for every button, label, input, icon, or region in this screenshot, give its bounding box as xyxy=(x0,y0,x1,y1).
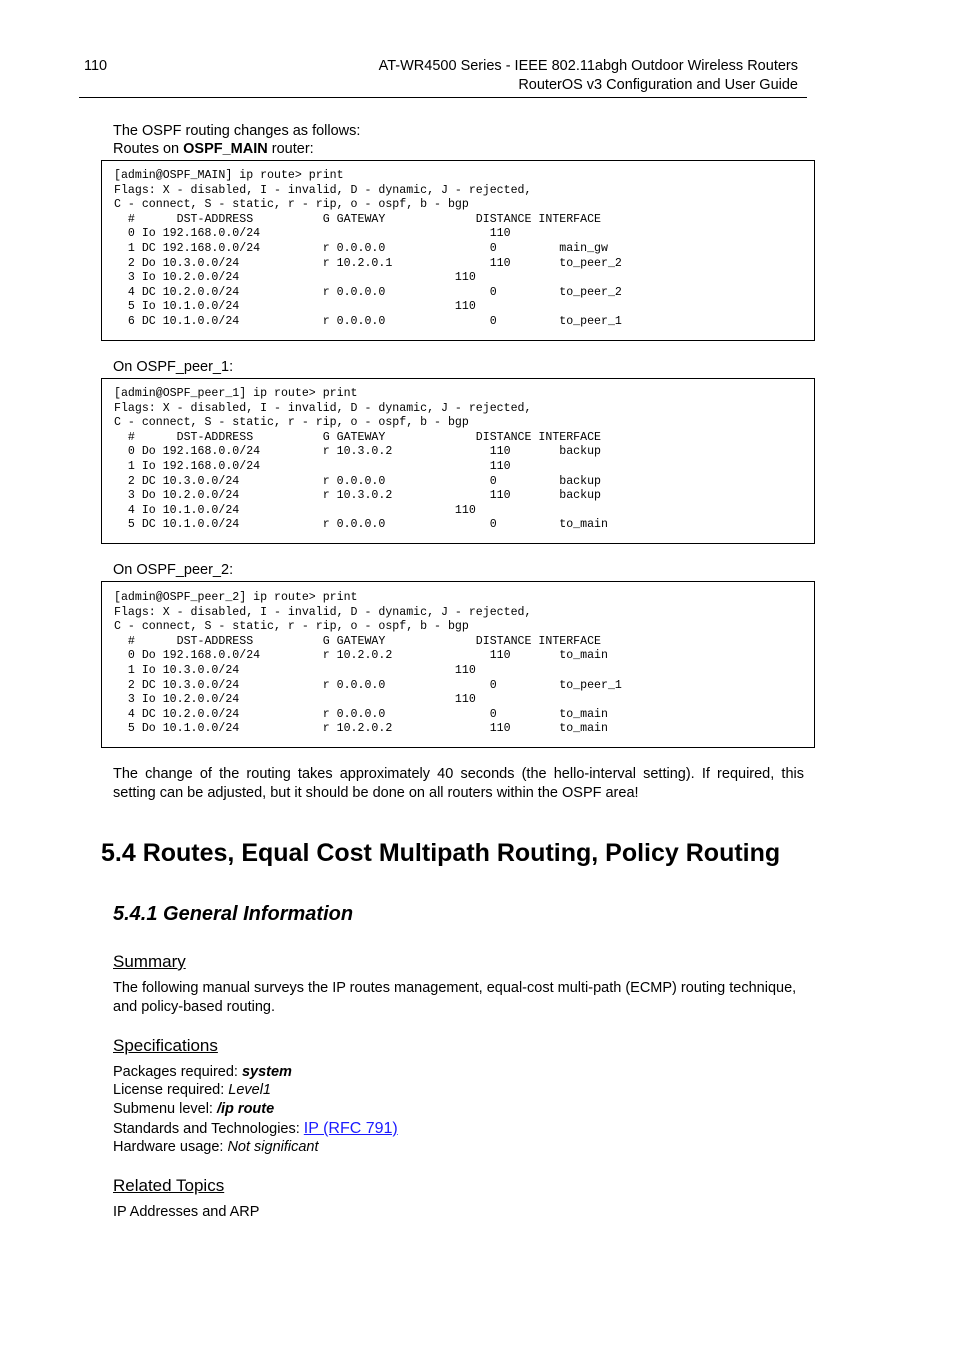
code-line: 0 Do 192.168.0.0/24 r 10.2.0.2 110 to_main xyxy=(114,649,608,663)
spec-license-value: Level1 xyxy=(228,1082,271,1098)
code-line: # DST-ADDRESS G GATEWAY DISTANCE INTERFACE xyxy=(114,212,602,226)
spec-license-label: License required: xyxy=(113,1082,229,1098)
spec-license xyxy=(113,1081,271,1100)
routes-prefix: Routes on xyxy=(113,141,184,157)
code-line: Flags: X - disabled, I - invalid, D - dynamic, J - rejected, xyxy=(114,183,532,197)
code-block-main xyxy=(101,160,815,341)
routes-router-name: OSPF_MAIN xyxy=(183,141,268,157)
code-block-peer1 xyxy=(101,378,815,544)
spec-standards xyxy=(113,1119,398,1139)
code-line: [admin@OSPF_MAIN] ip route> print xyxy=(114,169,344,182)
spec-submenu xyxy=(113,1100,274,1119)
code-line: [admin@OSPF_peer_2] ip route> print xyxy=(114,591,358,604)
summary-text: The following manual surveys the IP routes management, equal-cost multi-path (ECMP) routing technique, and policy-based routing. xyxy=(113,980,797,1015)
spec-hardware-value: Not significant xyxy=(227,1139,319,1155)
label-peer1: On OSPF_peer_1: xyxy=(113,359,234,375)
code-block-peer2 xyxy=(101,581,815,748)
related-topics-heading: Related Topics xyxy=(113,1176,225,1195)
spec-hardware xyxy=(113,1138,319,1157)
code-line: 4 DC 10.2.0.0/24 r 0.0.0.0 0 to_peer_2 xyxy=(114,285,622,299)
code-line: 4 DC 10.2.0.0/24 r 0.0.0.0 0 to_main xyxy=(114,707,608,721)
code-line: 1 Io 192.168.0.0/24 110 xyxy=(114,460,511,473)
routes-suffix: router: xyxy=(267,141,314,157)
spec-packages-value: system xyxy=(241,1064,292,1080)
code-line: 2 Do 10.3.0.0/24 r 10.2.0.1 110 to_peer_2 xyxy=(114,256,622,270)
code-line: # DST-ADDRESS G GATEWAY DISTANCE INTERFACE xyxy=(114,430,602,444)
subsection-title: 5.4.1 General Information xyxy=(113,903,354,925)
related-topics-text: IP Addresses and ARP xyxy=(113,1204,260,1220)
spec-packages xyxy=(113,1063,292,1082)
intro-line: The OSPF routing changes as follows: xyxy=(113,123,361,139)
code-line: C - connect, S - static, r - rip, o - ospf, b - bgp xyxy=(114,416,469,430)
code-line: 0 Io 192.168.0.0/24 110 xyxy=(114,227,511,241)
header-title xyxy=(379,57,798,95)
header-rule xyxy=(79,97,807,98)
code-line: [admin@OSPF_peer_1] ip route> print xyxy=(114,387,358,400)
code-line: 5 Do 10.1.0.0/24 r 10.2.0.2 110 to_main xyxy=(114,722,608,736)
header-title-line1: AT-WR4500 Series - IEEE 802.11abgh Outdoor Wireless Routers xyxy=(378,58,798,74)
specifications-heading: Specifications xyxy=(113,1036,218,1055)
section-title: 5.4 Routes, Equal Cost Multipath Routing, Policy Routing xyxy=(101,839,781,867)
code-line: 2 DC 10.3.0.0/24 r 0.0.0.0 0 backup xyxy=(114,474,602,488)
code-line: 5 Io 10.1.0.0/24 110 xyxy=(114,300,476,314)
code-line: 2 DC 10.3.0.0/24 r 0.0.0.0 0 to_peer_1 xyxy=(114,678,622,692)
spec-packages-label: Packages required: xyxy=(113,1064,242,1080)
code-line: 6 DC 10.1.0.0/24 r 0.0.0.0 0 to_peer_1 xyxy=(114,315,622,328)
ip-rfc-791-link[interactable]: IP (RFC 791) xyxy=(303,1120,398,1137)
code-line: C - connect, S - static, r - rip, o - ospf, b - bgp xyxy=(114,198,469,212)
code-line: 3 Io 10.2.0.0/24 110 xyxy=(114,271,476,285)
summary-heading: Summary xyxy=(113,952,186,971)
code-line: 0 Do 192.168.0.0/24 r 10.3.0.2 110 backup xyxy=(114,445,602,459)
label-peer2: On OSPF_peer_2: xyxy=(113,562,234,578)
change-note: The change of the routing takes approximately 40 seconds (the hello-interval setting). If required, this setting can be adjusted, but it should be done on all routers within the OSPF area! xyxy=(113,766,804,801)
code-line: 1 DC 192.168.0.0/24 r 0.0.0.0 0 main_gw xyxy=(114,242,608,255)
code-line: Flags: X - disabled, I - invalid, D - dynamic, J - rejected, xyxy=(114,605,532,619)
spec-standards-label: Standards and Technologies: xyxy=(113,1121,304,1137)
spec-submenu-value: /ip route xyxy=(216,1101,275,1117)
spec-hardware-label: Hardware usage: xyxy=(113,1139,228,1155)
page-number: 110 xyxy=(84,58,108,74)
code-line: Flags: X - disabled, I - invalid, D - dynamic, J - rejected, xyxy=(114,401,532,415)
header-title-line2: RouterOS v3 Configuration and User Guide xyxy=(518,77,798,93)
code-line: 5 DC 10.1.0.0/24 r 0.0.0.0 0 to_main xyxy=(114,518,608,532)
code-line: 4 Io 10.1.0.0/24 110 xyxy=(114,503,476,517)
spec-submenu-label: Submenu level: xyxy=(113,1101,217,1117)
code-line: # DST-ADDRESS G GATEWAY DISTANCE INTERFACE xyxy=(114,634,602,648)
code-line: 1 Io 10.3.0.0/24 110 xyxy=(114,664,476,677)
code-line: 3 Io 10.2.0.0/24 110 xyxy=(114,693,476,707)
code-line: C - connect, S - static, r - rip, o - ospf, b - bgp xyxy=(114,620,469,634)
routes-main-label xyxy=(113,140,314,159)
code-line: 3 Do 10.2.0.0/24 r 10.3.0.2 110 backup xyxy=(114,489,602,503)
